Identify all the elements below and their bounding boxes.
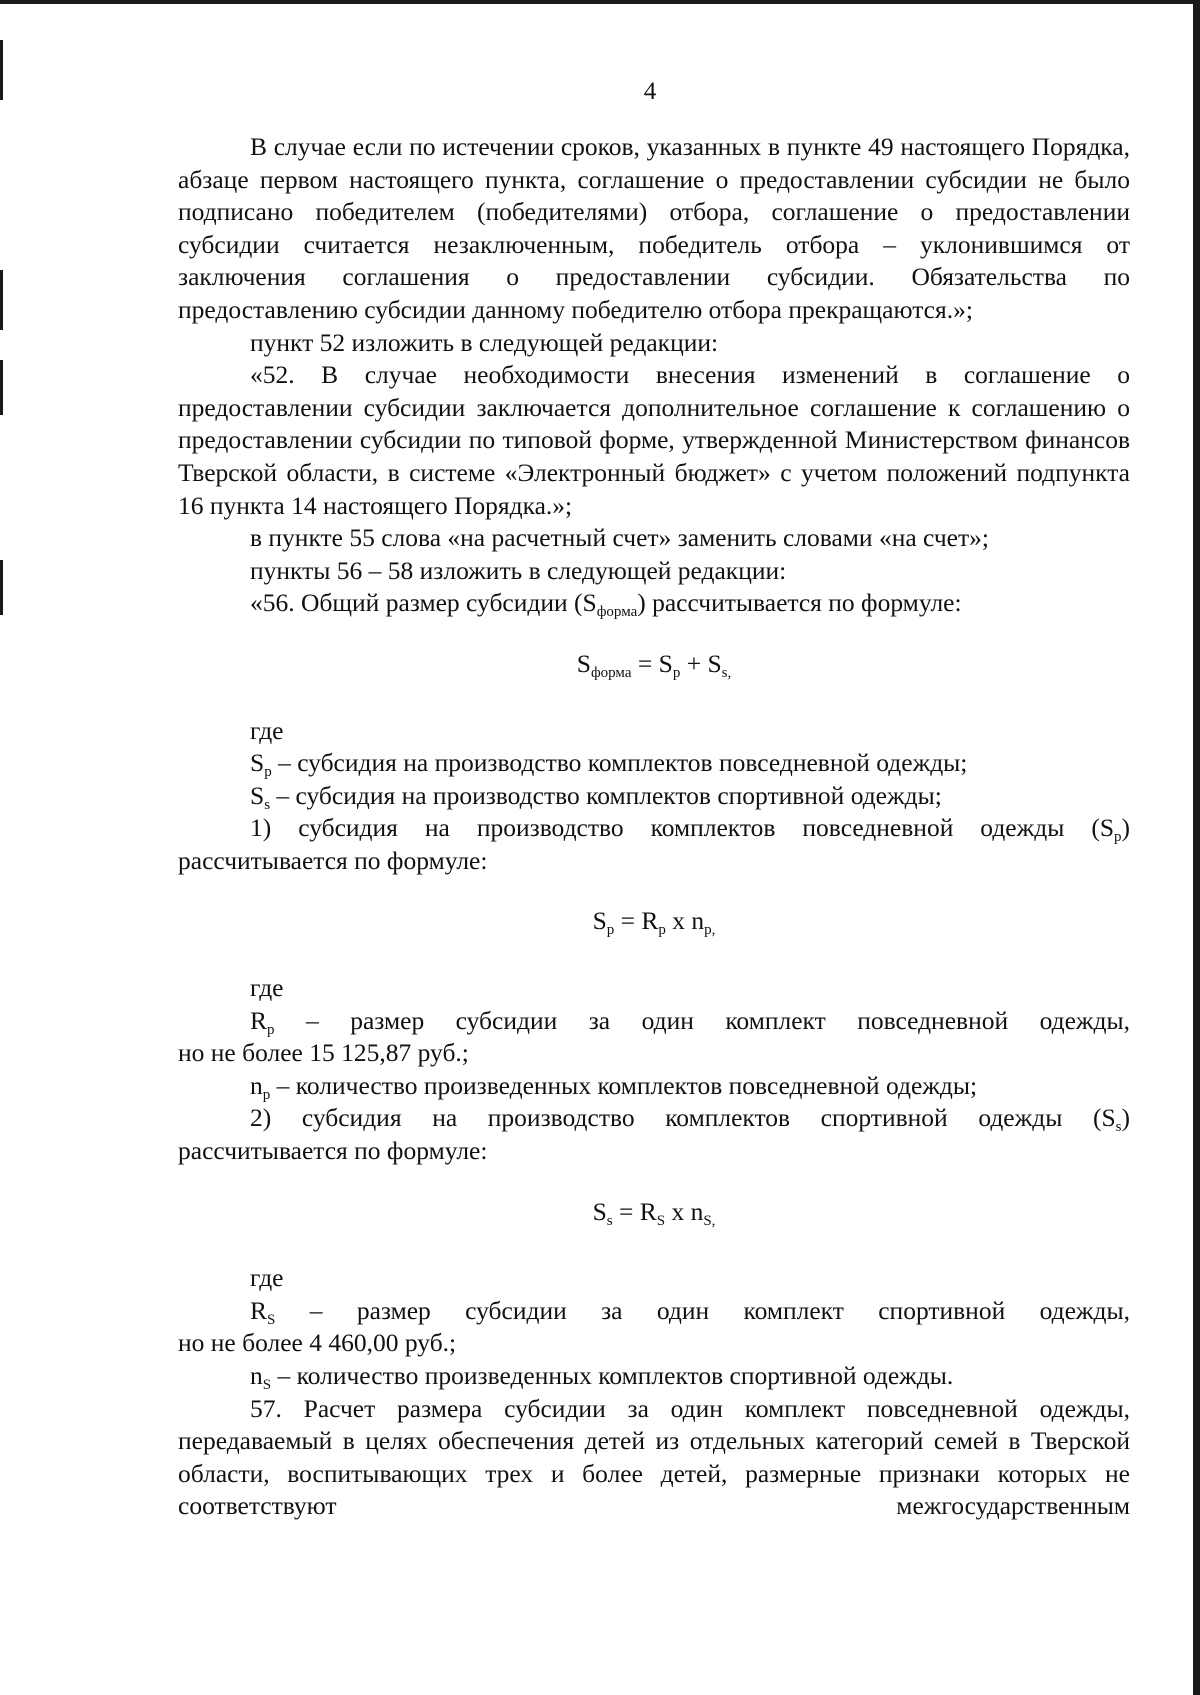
subscript: S,: [703, 1212, 716, 1229]
formula-operator: =: [612, 1196, 640, 1226]
subscript: р: [658, 922, 666, 939]
formula-symbol: R: [641, 906, 659, 936]
scan-edge-left: [0, 560, 3, 615]
formula-symbol: R: [250, 1005, 268, 1035]
formula-symbol: S: [592, 1196, 607, 1226]
text-fragment: – размер субсидии за один комплект спортивной одежды,: [275, 1295, 1130, 1325]
formula-symbol: S: [658, 648, 673, 678]
paragraph-agreement-deadline: В случае если по истечении сроков, указанных в пункте 49 настоящего Порядка, абзаце первом настоящего пункта, соглашение о предоставлении субсидии не было подписано победителем (победителями) отбора, соглашение о предоставлении субсидии считается незаключенным, победитель отбора – уклонившимся от заключения соглашения о предоставлении субсидии. Обязательства по предоставлению субсидии данному победителю отбора прекращаются.»;: [178, 132, 1130, 324]
paragraph-sub-1: [178, 812, 1130, 845]
scan-edge-left: [0, 270, 3, 330]
formula-symbol: R: [250, 1295, 268, 1325]
definition-sp: [178, 747, 1130, 780]
subscript: S: [267, 1311, 276, 1328]
subscript: s: [606, 1212, 613, 1229]
formula-symbol: S: [250, 748, 265, 778]
where-label: где: [250, 715, 284, 745]
subscript: S: [262, 1377, 272, 1393]
formula-symbol: n: [250, 1361, 263, 1390]
formula-operator: х: [665, 906, 692, 936]
text-fragment: ): [1121, 1103, 1130, 1133]
paragraph-item-57: 57. Расчет размера субсидии за один комплект повседневной одежды, передаваемый в целях обеспечения детей из отдельных категорий семей в Тверской области, воспитывающих трех и более детей, размерные признаки которых не соответствуют межгосударственным: [178, 1393, 1130, 1521]
subscript: s: [264, 796, 271, 813]
paragraph-items-56-58-intro: пункты 56 – 58 изложить в следующей редакции:: [250, 555, 787, 585]
subscript: р: [606, 922, 615, 939]
formula-ss: [178, 1196, 1130, 1229]
scan-edge-left: [0, 360, 3, 415]
scan-edge-top: [0, 0, 1200, 4]
subscript: р,: [704, 922, 716, 939]
calc-by-formula-1: рассчитывается по формуле:: [178, 845, 488, 875]
definition-ns: [178, 1360, 1130, 1393]
formula-symbol: n: [250, 1070, 263, 1100]
formula-symbol: n: [691, 906, 705, 936]
paragraph-item-52: «52. В случае необходимости внесения изменений в соглашение о предоставлении субсидии заключается дополнительное соглашение к соглашению о предоставлении субсидии по типовой форме, утвержденной Министерством финансов Тверской области, в системе «Электронный бюджет» с учетом положений подпункта 16 пункта 14 настоящего Порядка.»;: [178, 360, 1130, 520]
subscript: р: [267, 1021, 275, 1038]
page-number: 4: [643, 78, 657, 105]
paragraph-item-55: в пункте 55 слова «на расчетный счет» заменить словами «на счет»;: [250, 523, 989, 553]
where-label: где: [250, 1263, 284, 1293]
formula-operator: =: [614, 906, 642, 936]
formula-symbol: S: [576, 648, 591, 678]
text-fragment: 2) субсидия на производство комплектов спортивной одежды (S: [250, 1103, 1116, 1133]
formula-symbol: R: [639, 1196, 657, 1226]
definition-rs-limit: но не более 4 460,00 руб.;: [178, 1328, 457, 1358]
subscript: р: [264, 764, 272, 781]
paragraph-item-52-intro: пункт 52 изложить в следующей редакции:: [250, 327, 719, 357]
definition-np: [178, 1070, 1130, 1103]
definition-rp: [178, 1005, 1130, 1038]
calc-by-formula-2: рассчитывается по формуле:: [178, 1136, 488, 1166]
definition-ss: [178, 780, 1130, 813]
document-body: [178, 131, 1130, 1523]
text-fragment: – субсидия на производство комплектов спортивной одежды;: [270, 780, 942, 810]
paragraph-sub-2: [178, 1102, 1130, 1135]
where-label: где: [250, 973, 284, 1003]
text-fragment: – субсидия на производство комплектов повседневной одежды;: [271, 748, 968, 778]
definition-rp-limit: но не более 15 125,87 руб.;: [178, 1038, 469, 1068]
subscript: р: [262, 1086, 271, 1103]
formula-operator: х: [665, 1196, 691, 1226]
formula-symbol: S: [250, 780, 265, 810]
subscript: s,: [721, 664, 732, 681]
formula-sp: [178, 905, 1130, 938]
text-fragment: – размер субсидии за один комплект повседневной одежды,: [274, 1005, 1130, 1035]
scan-edge-right: [1193, 0, 1200, 1695]
text-fragment: «56. Общий размер субсидии (S: [250, 588, 597, 618]
formula-symbol: S: [592, 906, 607, 936]
subscript: форма: [596, 604, 638, 621]
subscript: s: [1115, 1119, 1122, 1136]
paragraph-item-56: [178, 587, 1130, 620]
text-fragment: ): [1121, 813, 1130, 843]
formula-symbol: S: [707, 648, 722, 678]
subscript: р: [672, 664, 681, 681]
formula-symbol: n: [690, 1196, 704, 1226]
text-fragment: – количество произведенных комплектов повседневной одежды;: [270, 1070, 978, 1100]
subscript: р: [1114, 829, 1122, 846]
text-fragment: 1) субсидия на производство комплектов повседневной одежды (S: [250, 813, 1114, 843]
subscript: S: [656, 1212, 666, 1229]
formula-operator: +: [680, 648, 708, 678]
text-fragment: – количество произведенных комплектов спортивной одежды.: [271, 1361, 954, 1390]
subscript: форма: [590, 664, 632, 681]
text-fragment: ) рассчитывается по формуле:: [637, 588, 962, 618]
definition-rs: [178, 1295, 1130, 1328]
formula-operator: =: [631, 648, 659, 678]
formula-total: [178, 648, 1130, 681]
